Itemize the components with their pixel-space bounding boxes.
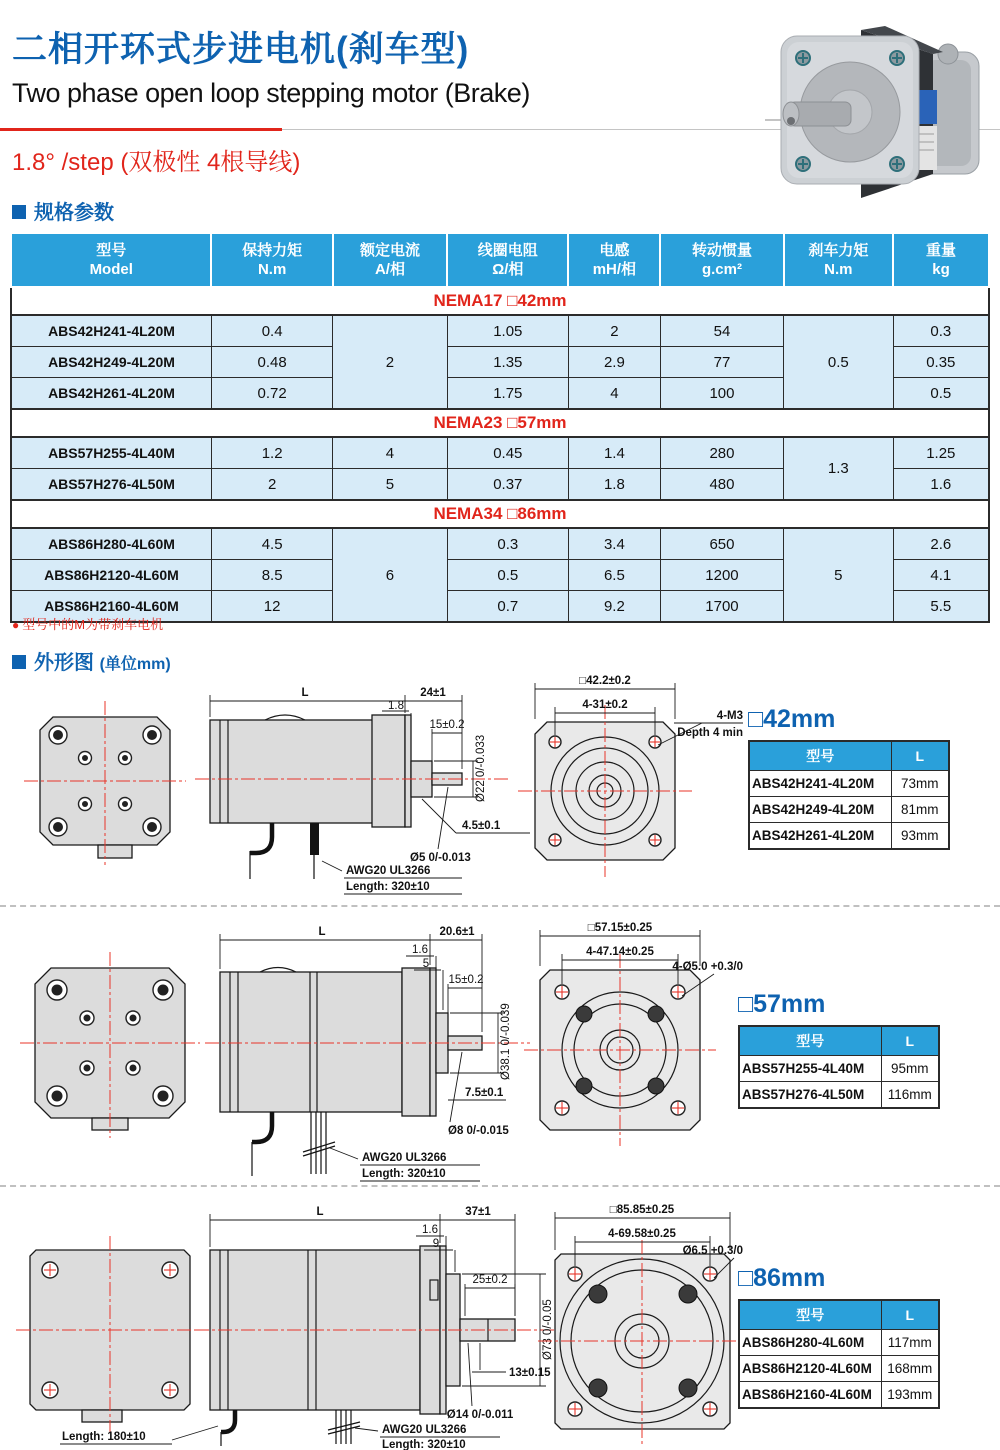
ltab-col-l: L <box>881 1026 939 1056</box>
dim-label: 37±1 <box>465 1206 491 1218</box>
length-cell: 93mm <box>891 823 949 850</box>
spec-cell: 1700 <box>660 591 783 623</box>
section-band-label: NEMA23 □57mm <box>11 409 989 437</box>
spec-cell: 8.5 <box>211 560 332 591</box>
dim-label: 4-47.14±0.25 <box>586 946 654 958</box>
spec-cell: 0.45 <box>447 437 568 469</box>
size-title: □42mm <box>748 705 836 733</box>
side-view <box>195 687 530 894</box>
length-table-row <box>739 1330 939 1356</box>
wire-length-label: Length: 320±10 <box>382 1439 466 1450</box>
model-cell: ABS42H261-4L20M <box>11 378 211 410</box>
size-panel-42mm <box>748 705 950 850</box>
col-header-weight: 重量 kg <box>893 233 989 287</box>
size-panel-86mm <box>738 1264 940 1409</box>
spec-cell: 100 <box>660 378 783 410</box>
spec-cell: 650 <box>660 528 783 560</box>
size-panel-57mm <box>738 990 940 1109</box>
model-cell: ABS42H241-4L20M <box>11 315 211 347</box>
section-band-label: NEMA17 □42mm <box>11 287 989 315</box>
footnote: ● 型号中的M为带刹车电机 <box>12 617 164 632</box>
spec-cell: 1.25 <box>893 437 989 469</box>
dim-label: 25±0.2 <box>472 1274 508 1286</box>
section-square-icon <box>12 205 26 219</box>
spec-cell: 1.2 <box>211 437 332 469</box>
dim-label: 13±0.15 <box>509 1367 551 1379</box>
product-photo <box>765 2 997 202</box>
page-title: 二相开环式步进电机(刹车型) <box>12 30 470 69</box>
table-row <box>11 437 989 469</box>
spec-cell: 2 <box>568 315 660 347</box>
col-header-inertia: 转动惯量 g.cm² <box>660 233 783 287</box>
spec-cell: 0.48 <box>211 347 332 378</box>
dim-label: Ø14 0/-0.011 <box>446 1409 514 1421</box>
ltab-col-l: L <box>891 741 949 771</box>
brake-wire-length-label: Length: 180±10 <box>62 1431 146 1443</box>
dim-label: L <box>318 926 326 938</box>
row-separator <box>0 905 1000 907</box>
length-cell: 168mm <box>881 1356 939 1382</box>
length-cell: 117mm <box>881 1330 939 1356</box>
step-angle-spec: 1.8° /step (双极性 4根导线) <box>12 149 301 176</box>
dim-label: L <box>301 687 309 699</box>
drawing-row-86mm <box>0 1188 1000 1450</box>
spec-cell: 0.37 <box>447 469 568 501</box>
front-view <box>524 922 743 1146</box>
dim-label: Ø22 0/-0.033 <box>475 734 487 802</box>
col-header-model: 型号 Model <box>11 233 211 287</box>
spec-cell: 0.5 <box>784 315 894 409</box>
col-header-inductance: 电感 mH/相 <box>568 233 660 287</box>
dim-label: L <box>316 1206 324 1218</box>
model-cell: ABS57H276-4L50M <box>11 469 211 501</box>
spec-table-header-row <box>11 233 989 287</box>
model-cell: ABS57H255-4L40M <box>11 437 211 469</box>
dim-label: 15±0.2 <box>429 719 465 731</box>
dim-label: 7.5±0.1 <box>465 1087 504 1099</box>
spec-cell: 4.5 <box>211 528 332 560</box>
motor-shaft <box>783 102 851 126</box>
spec-cell: 1.6 <box>893 469 989 501</box>
model-cell: ABS86H2120-4L60M <box>739 1356 881 1382</box>
spec-cell: 0.5 <box>893 378 989 410</box>
length-cell: 81mm <box>891 797 949 823</box>
model-cell: ABS86H2160-4L60M <box>739 1382 881 1409</box>
spec-cell: 77 <box>660 347 783 378</box>
drawing-row-57mm <box>0 910 1000 1183</box>
rear-view <box>20 952 200 1138</box>
section-heading-specs: 规格参数 <box>12 196 114 225</box>
length-cell: 193mm <box>881 1382 939 1409</box>
length-table-57mm <box>738 1025 940 1109</box>
spec-cell: 0.35 <box>893 347 989 378</box>
dim-label: 4.5±0.1 <box>462 820 501 832</box>
ltab-col-model: 型号 <box>739 1026 881 1056</box>
table-section-band <box>11 500 989 528</box>
dim-label: 20.6±1 <box>439 926 475 938</box>
spec-cell: 0.4 <box>211 315 332 347</box>
col-header-resistance: 线圈电阻 Ω/相 <box>447 233 568 287</box>
spec-cell: 480 <box>660 469 783 501</box>
model-cell: ABS42H261-4L20M <box>749 823 891 850</box>
col-header-holding-torque: 保持力矩 N.m <box>211 233 332 287</box>
model-cell: ABS57H276-4L50M <box>739 1082 881 1109</box>
length-table-row <box>739 1056 939 1082</box>
dim-label: □42.2±0.2 <box>579 675 631 687</box>
technical-drawing-86mm <box>10 1188 745 1450</box>
size-title: □57mm <box>738 990 826 1018</box>
table-row <box>11 528 989 560</box>
dim-label: 4-M3 <box>716 710 743 722</box>
model-cell: ABS42H241-4L20M <box>749 771 891 797</box>
rear-view <box>16 1236 204 1432</box>
model-cell: ABS86H280-4L60M <box>739 1330 881 1356</box>
length-cell: 73mm <box>891 771 949 797</box>
dim-label: 15±0.2 <box>448 974 484 986</box>
ltab-col-model: 型号 <box>749 741 891 771</box>
spec-cell: 0.5 <box>447 560 568 591</box>
model-cell: ABS86H280-4L60M <box>11 528 211 560</box>
front-view <box>538 1204 743 1444</box>
spec-cell: 5 <box>333 469 447 501</box>
spec-cell: 1.05 <box>447 315 568 347</box>
model-cell: ABS42H249-4L20M <box>749 797 891 823</box>
dim-label: Ø8 0/-0.015 <box>448 1125 509 1137</box>
wire-spec-label: AWG20 UL3266 <box>362 1152 447 1164</box>
spec-cell: 0.3 <box>893 315 989 347</box>
spec-cell: 1.35 <box>447 347 568 378</box>
size-title: □86mm <box>738 1264 826 1292</box>
model-cell: ABS57H255-4L40M <box>739 1056 881 1082</box>
table-section-band <box>11 287 989 315</box>
table-section-band <box>11 409 989 437</box>
length-table-row <box>739 1356 939 1382</box>
spec-cell: 0.72 <box>211 378 332 410</box>
spec-cell: 3.4 <box>568 528 660 560</box>
wire-length-label: Length: 320±10 <box>346 881 430 893</box>
dim-label: □85.85±0.25 <box>609 1204 675 1216</box>
length-table-row <box>749 823 949 850</box>
table-row <box>11 315 989 347</box>
motor-front-plate <box>781 36 919 184</box>
spec-cell: 2 <box>211 469 332 501</box>
dim-label: Ø38.1 0/-0.039 <box>500 1003 512 1080</box>
technical-drawing-57mm <box>10 910 745 1183</box>
spec-cell: 9.2 <box>568 591 660 623</box>
length-table-row <box>739 1382 939 1409</box>
model-cell: ABS86H2160-4L60M <box>11 591 211 623</box>
spec-cell: 4.1 <box>893 560 989 591</box>
spec-cell: 54 <box>660 315 783 347</box>
col-header-rated-current: 额定电流 A/相 <box>333 233 447 287</box>
length-table-86mm <box>738 1299 940 1409</box>
length-cell: 116mm <box>881 1082 939 1109</box>
length-table-row <box>749 771 949 797</box>
spec-cell: 1.4 <box>568 437 660 469</box>
dim-label: Ø73 0/-0.05 <box>542 1299 554 1360</box>
dim-label: Depth 4 min <box>677 727 743 739</box>
section-band-label: NEMA34 □86mm <box>11 500 989 528</box>
page-subtitle: Two phase open loop stepping motor (Brake) <box>12 78 530 108</box>
model-cell: ABS42H249-4L20M <box>11 347 211 378</box>
front-view <box>518 675 743 877</box>
spec-cell: 5.5 <box>893 591 989 623</box>
spec-cell: 12 <box>211 591 332 623</box>
spec-table <box>10 232 990 623</box>
spec-cell: 0.7 <box>447 591 568 623</box>
spec-cell: 1.8 <box>568 469 660 501</box>
spec-cell: 0.3 <box>447 528 568 560</box>
wire-length-label: Length: 320±10 <box>362 1168 446 1180</box>
dim-label: 24±1 <box>420 687 446 699</box>
spec-cell: 4 <box>568 378 660 410</box>
bullet-icon: ● <box>12 618 20 632</box>
dim-label: □57.15±0.25 <box>587 922 653 934</box>
ltab-col-model: 型号 <box>739 1300 881 1330</box>
model-cell: ABS86H2120-4L60M <box>11 560 211 591</box>
spec-cell: 6.5 <box>568 560 660 591</box>
dim-label: 1.6 <box>422 1224 438 1236</box>
dim-label: Ø5 0/-0.013 <box>410 852 471 864</box>
dim-label: Ø6.5 +0.3/0 <box>682 1245 743 1257</box>
dim-label: 1.6 <box>412 944 428 956</box>
dim-label: 4-Ø5.0 +0.3/0 <box>672 961 743 973</box>
spec-cell: 280 <box>660 437 783 469</box>
rear-view <box>24 701 186 865</box>
technical-drawing-42mm <box>10 665 745 903</box>
spec-cell: 1.3 <box>784 437 894 500</box>
spec-cell: 4 <box>333 437 447 469</box>
wire-spec-label: AWG20 UL3266 <box>382 1424 467 1436</box>
col-header-brake-torque: 刹车力矩 N.m <box>784 233 894 287</box>
length-table-row <box>739 1082 939 1109</box>
spec-cell: 2 <box>333 315 447 409</box>
spec-cell: 6 <box>333 528 447 622</box>
spec-cell: 1.75 <box>447 378 568 410</box>
length-table-row <box>749 797 949 823</box>
wire-spec-label: AWG20 UL3266 <box>346 865 431 877</box>
length-cell: 95mm <box>881 1056 939 1082</box>
ltab-col-l: L <box>881 1300 939 1330</box>
section-heading-outline: 外形图 (单位mm) <box>12 646 171 675</box>
spec-cell: 2.9 <box>568 347 660 378</box>
length-table-42mm <box>748 740 950 850</box>
spec-cell: 1200 <box>660 560 783 591</box>
row-separator <box>0 1185 1000 1187</box>
dim-label: 4-69.58±0.25 <box>608 1228 676 1240</box>
dim-label: 9 <box>432 1238 440 1250</box>
dim-label: 5 <box>422 958 430 970</box>
drawing-row-42mm <box>0 665 1000 903</box>
side-view <box>205 926 530 1181</box>
dim-label: 1.8 <box>388 700 404 712</box>
spec-cell: 2.6 <box>893 528 989 560</box>
spec-cell: 5 <box>784 528 894 622</box>
dim-label: 4-31±0.2 <box>582 699 628 711</box>
